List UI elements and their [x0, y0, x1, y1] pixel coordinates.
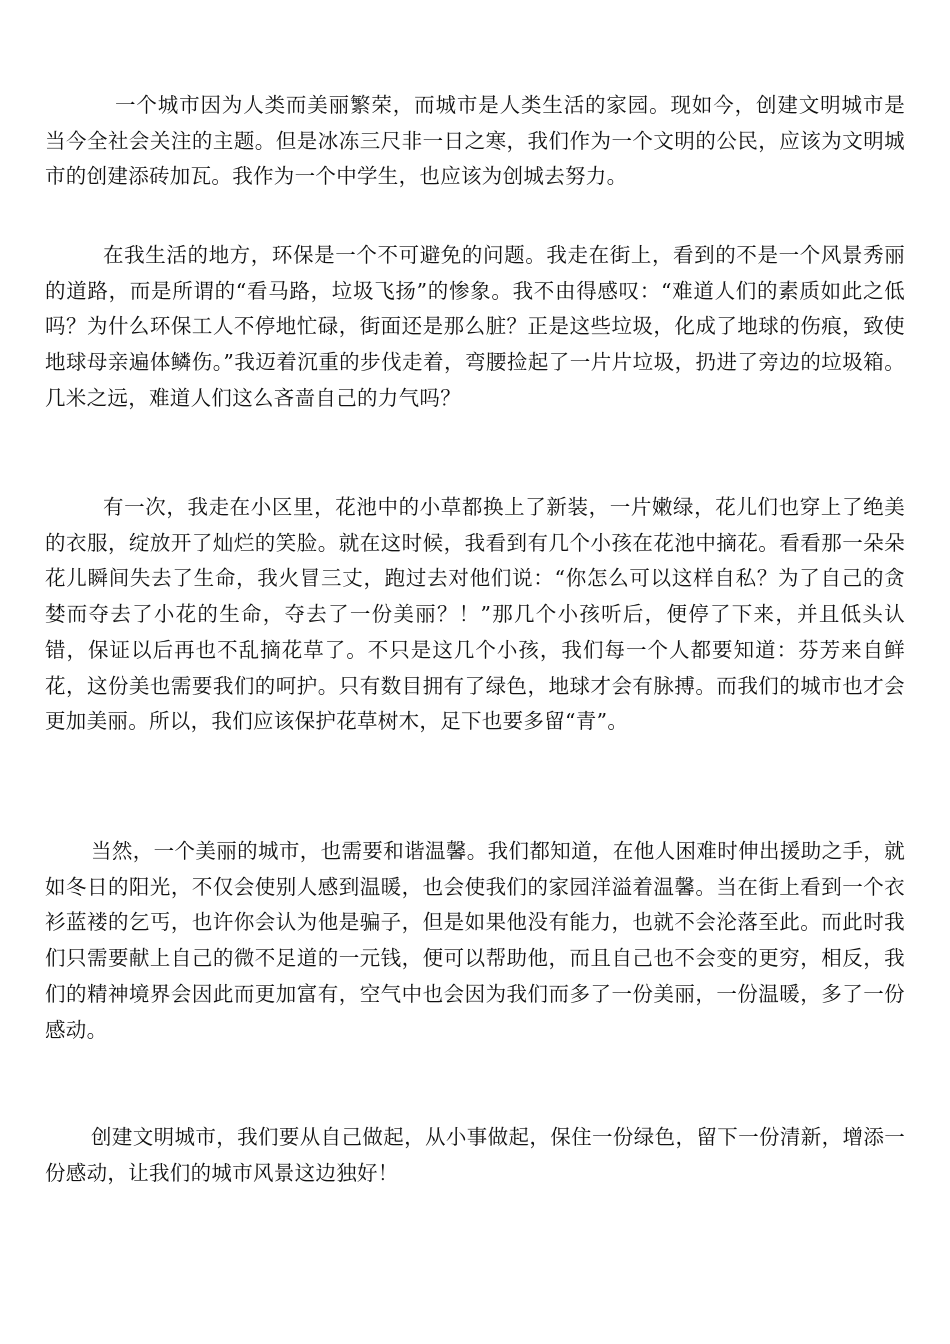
paragraph-4: 当然，一个美丽的城市，也需要和谐温馨。我们都知道，在他人困难时伸出援助之手，就如冬日的阳光，不仅会使别人感到温暖，也会使我们的家园洋溢着温馨。当在街上看到一个衣衫蓝褛的乞丐，也许你会认为他是骗子，但是如果他没有能力，也就不会沦落至此。而此时我们只需要献上自己的微不足道的一元钱，便可以帮助他，而且自己也不会变的更穷，相反，我们的精神境界会因此而更加富有，空气中也会因为我们而多了一份美丽，一份温暖，多了一份感动。: [45, 839, 905, 1042]
paragraph-1: 一个城市因为人类而美丽繁荣，而城市是人类生活的家园。现如今，创建文明城市是当今全社会关注的主题。但是冰冻三尺非一日之寒，我们作为一个文明的公民，应该为文明城市的创建添砖加瓦。我作为一个中学生，也应该为创城去努力。: [45, 93, 905, 189]
paragraph-3: 有一次，我走在小区里，花池中的小草都换上了新装，一片嫩绿，花儿们也穿上了绝美的衣服，绽放开了灿烂的笑脸。就在这时候，我看到有几个小孩在花池中摘花。看看那一朵朵花儿瞬间失去了生命，我火冒三丈，跑过去对他们说：“你怎么可以这样自私？为了自己的贪婪而夺去了小花的生命，夺去了一份美丽？！”那几个小孩听后，便停了下来，并且低头认错，保证以后再也不乱摘花草了。不只是这几个小孩，我们每一个人都要知道：芬芳来自鲜花，这份美也需要我们的呵护。只有数目拥有了绿色，地球才会有脉搏。而我们的城市也才会更加美丽。所以，我们应该保护花草树木，足下也要多留“青”。: [45, 495, 905, 734]
paragraph-2: 在我生活的地方，环保是一个不可避免的问题。我走在街上，看到的不是一个风景秀丽的道路，而是所谓的“看马路，垃圾飞扬”的惨象。我不由得感叹：“难道人们的素质如此之低吗？为什么环保工人不停地忙碌，街面还是那么脏？正是这些垃圾，化成了地球的伤痕，致使地球母亲遍体鳞伤。”我迈着沉重的步伐走着，弯腰捡起了一片片垃圾，扔进了旁边的垃圾箱。几米之远，难道人们这么吝啬自己的力气吗？: [45, 243, 905, 410]
paragraph-5: 创建文明城市，我们要从自己做起，从小事做起，保住一份绿色，留下一份清新，增添一份感动，让我们的城市风景这边独好！: [45, 1125, 905, 1185]
